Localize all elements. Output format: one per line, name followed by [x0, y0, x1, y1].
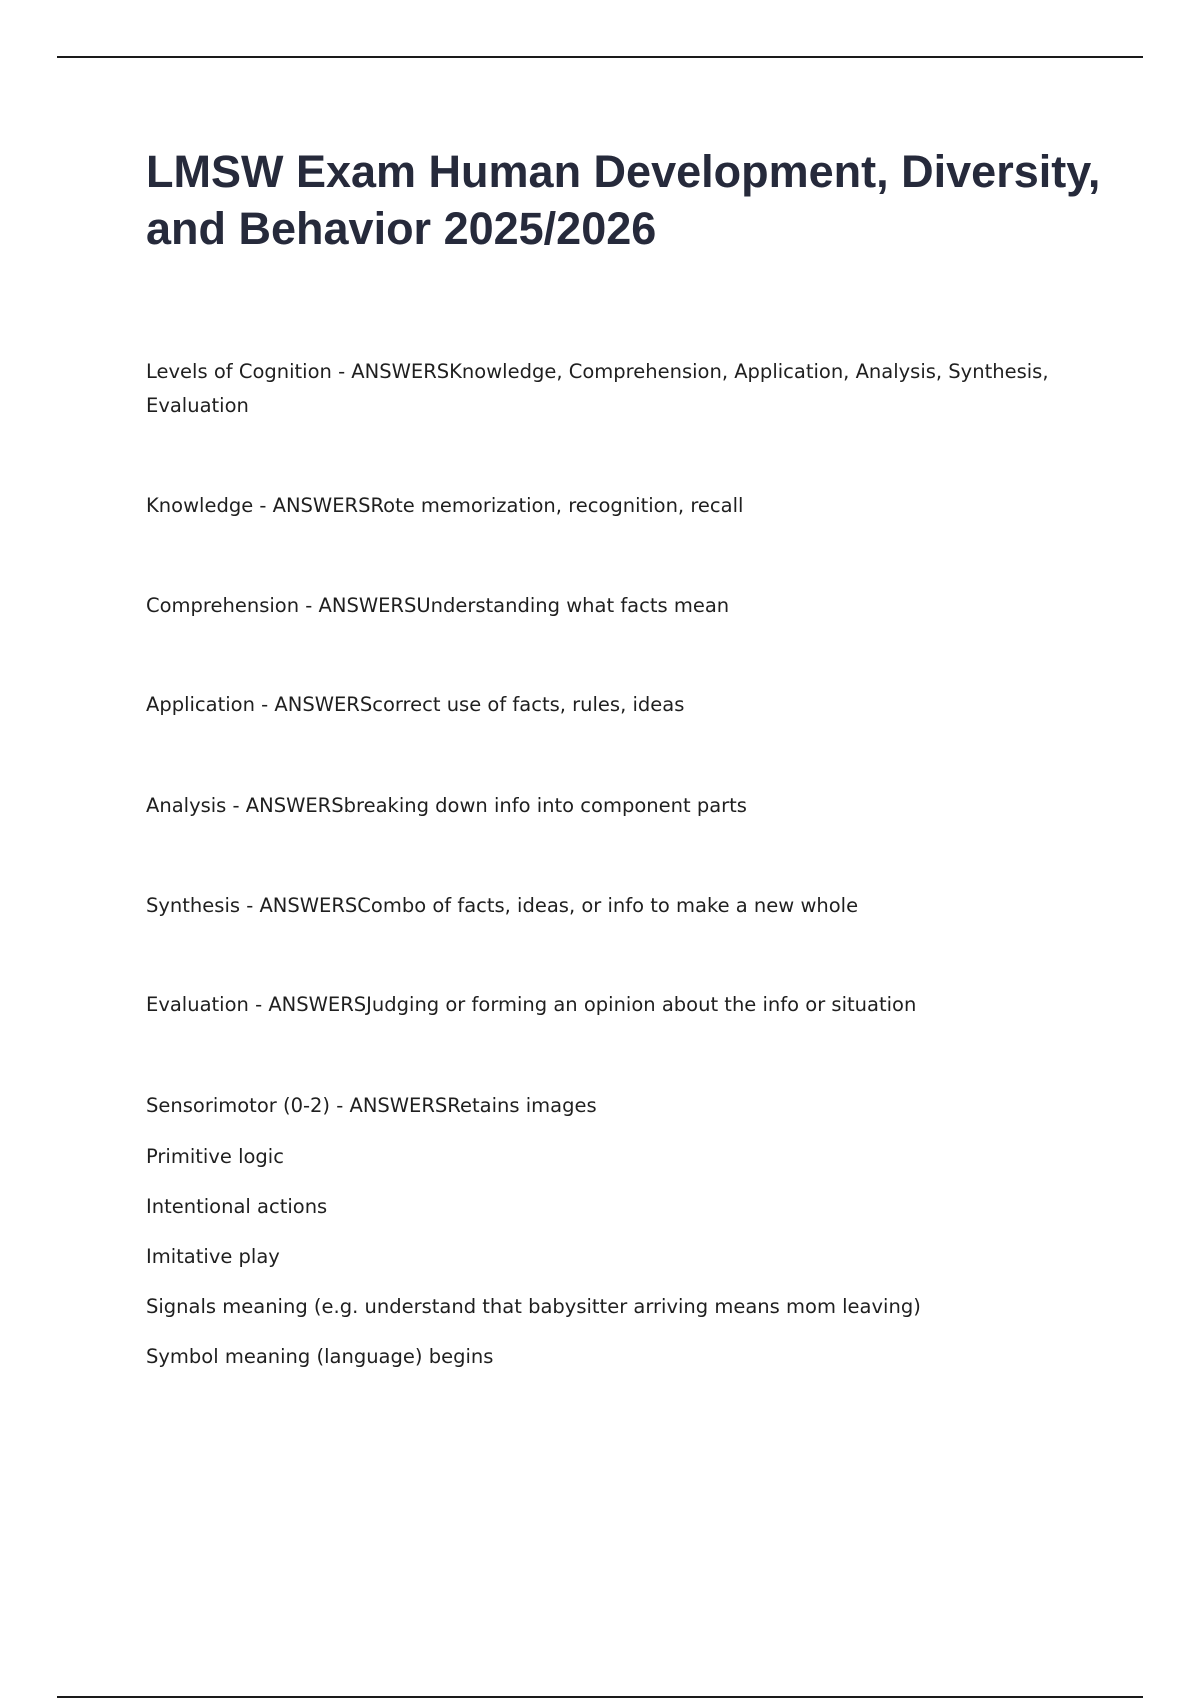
- qa-entry-synthesis: Synthesis - ANSWERSCombo of facts, ideas, or info to make a new whole: [146, 894, 859, 917]
- sensorimotor-detail-line: Intentional actions: [146, 1195, 328, 1218]
- footer-rule: [57, 1696, 1143, 1698]
- qa-entry-evaluation: Evaluation - ANSWERSJudging or forming an opinion about the info or situation: [146, 993, 917, 1016]
- document-title: LMSW Exam Human Development, Diversity, and Behavior 2025/2026: [146, 146, 1101, 254]
- qa-entry-analysis: Analysis - ANSWERSbreaking down info into component parts: [146, 794, 747, 817]
- sensorimotor-detail-line: Signals meaning (e.g. understand that babysitter arriving means mom leaving): [146, 1295, 921, 1318]
- qa-entry-comprehension: Comprehension - ANSWERSUnderstanding what facts mean: [146, 594, 730, 617]
- header-rule: [57, 56, 1143, 58]
- qa-entry-knowledge: Knowledge - ANSWERSRote memorization, recognition, recall: [146, 494, 744, 517]
- qa-entry-levels-of-cognition: [146, 355, 1086, 423]
- sensorimotor-detail-line: Symbol meaning (language) begins: [146, 1345, 494, 1368]
- qa-entry-line: Evaluation: [146, 394, 249, 417]
- sensorimotor-detail-line: Primitive logic: [146, 1145, 284, 1168]
- qa-entry-line: Levels of Cognition - ANSWERSKnowledge, Comprehension, Application, Analysis, Synthesis,: [146, 360, 1049, 383]
- sensorimotor-detail-line: Imitative play: [146, 1245, 280, 1268]
- qa-entry-application: Application - ANSWERScorrect use of facts, rules, ideas: [146, 693, 685, 716]
- qa-entry-sensorimotor: Sensorimotor (0-2) - ANSWERSRetains images: [146, 1094, 597, 1117]
